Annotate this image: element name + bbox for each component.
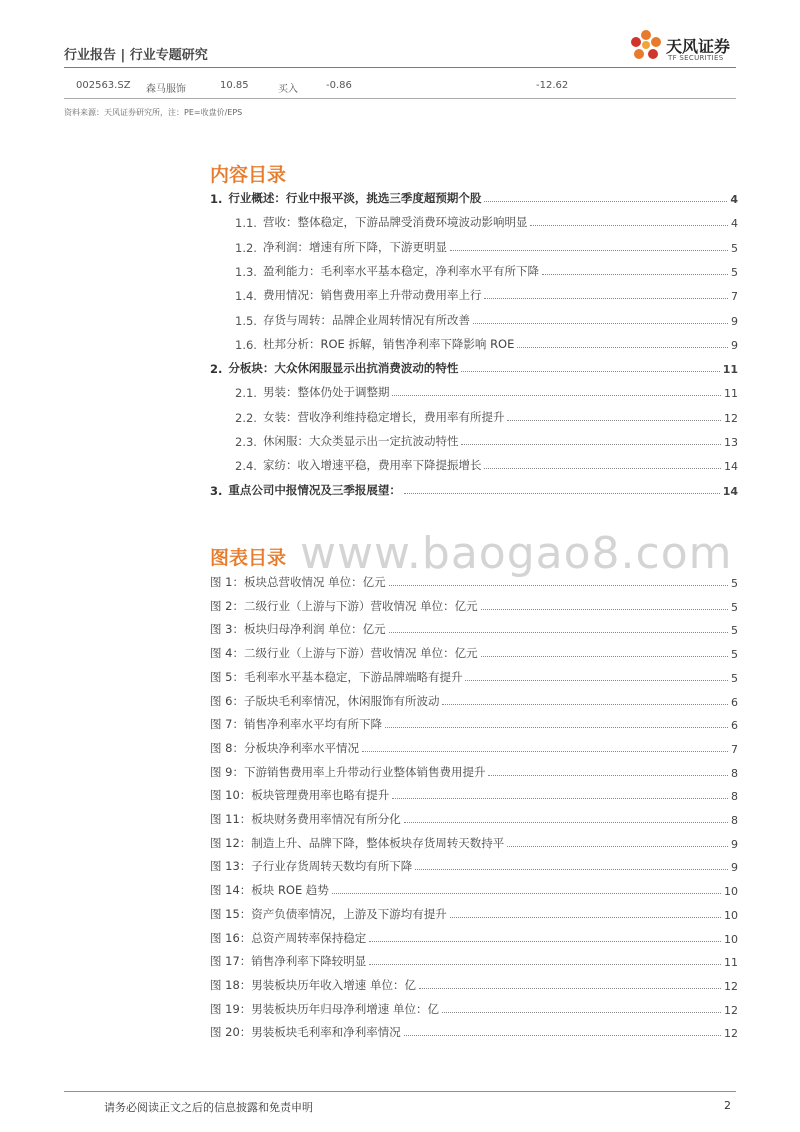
toc-entry-page: 7	[731, 290, 738, 304]
figure-entry[interactable]	[210, 714, 738, 732]
tf-logo-icon	[628, 28, 664, 68]
figure-entry-page: 8	[731, 790, 738, 804]
page-number: 2	[724, 1099, 731, 1112]
toc-entry-page: 11	[724, 387, 738, 401]
figure-entry-label: 图 7：销售净利率水平均有所下降	[210, 717, 382, 732]
toc-entry-page: 11	[722, 363, 738, 377]
toc-entry-page: 12	[724, 411, 738, 425]
toc-entry-label: 家纺：收入增速平稳，费用率下降提振增长	[262, 458, 482, 473]
footer-disclaimer: 请务必阅读正文之后的信息披露和免责申明	[104, 1101, 313, 1114]
figure-entry-page: 10	[724, 932, 738, 946]
toc-entry[interactable]	[210, 407, 738, 425]
toc-leader-dots	[465, 680, 728, 681]
figure-entry[interactable]	[210, 691, 738, 709]
figure-entry[interactable]	[210, 667, 738, 685]
stock-change: -0.86	[326, 80, 352, 91]
toc-entry-number: 2.1.	[235, 386, 257, 401]
toc-entry-page: 4	[731, 217, 738, 231]
figure-entry-label: 图 3：板块归母净利润 单位：亿元	[210, 622, 386, 637]
logo-text-en: TF SECURITIES	[668, 54, 724, 62]
toc-entry-label: 盈利能力：毛利率水平基本稳定，净利率水平有所下降	[262, 263, 539, 278]
figure-entry-page: 5	[731, 648, 738, 662]
figure-entry-label: 图 10：板块管理费用率也略有提升	[210, 788, 390, 803]
toc-entry-page: 9	[731, 314, 738, 328]
toc-entry[interactable]	[210, 480, 738, 498]
toc-leader-dots	[517, 347, 728, 348]
toc-entry[interactable]	[210, 285, 738, 303]
stock-rating: 买入	[278, 84, 298, 95]
toc-leader-dots	[507, 420, 721, 421]
figure-entry-label: 图 14：板块 ROE 趋势	[210, 883, 329, 898]
toc-leader-dots	[442, 704, 728, 705]
toc-leader-dots	[488, 775, 728, 776]
toc-entry[interactable]	[210, 358, 738, 376]
table-divider	[64, 98, 736, 99]
stock-pe: -12.62	[536, 80, 569, 91]
toc-entry[interactable]	[210, 334, 738, 352]
toc-entry-label: 费用情况：销售费用率上升带动费用率上行	[262, 288, 482, 303]
toc-leader-dots	[385, 727, 728, 728]
figure-entry-label: 图 12：制造上升、品牌下降，整体板块存货周转天数持平	[210, 835, 505, 850]
toc-leader-dots	[484, 468, 721, 469]
toc-entry-number: 2.3.	[235, 435, 257, 449]
toc-entry[interactable]	[210, 431, 738, 449]
figure-entry[interactable]	[210, 999, 738, 1017]
figure-entry[interactable]	[210, 643, 738, 661]
toc-leader-dots	[461, 371, 719, 372]
toc-entry-label: 行业概述：行业中报平淡，挑选三季度超预期个股	[228, 191, 482, 205]
figure-entry-page: 5	[731, 671, 738, 685]
toc-entry[interactable]	[210, 212, 738, 230]
toc-entry-page: 5	[731, 265, 738, 279]
toc-leader-dots	[542, 274, 728, 275]
figure-entry-page: 5	[731, 577, 738, 590]
figure-entry[interactable]	[210, 572, 738, 590]
toc-entry-number: 1.5.	[235, 313, 257, 328]
figure-entry-page: 12	[724, 979, 738, 993]
toc-entry-label: 存货与周转：品牌企业周转情况有所改善	[262, 312, 470, 327]
figure-entry[interactable]	[210, 785, 738, 803]
toc-entry-number: 1.6.	[235, 337, 257, 352]
toc-leader-dots	[481, 656, 728, 657]
figure-entry[interactable]	[210, 904, 738, 922]
figure-entry-page: 7	[731, 742, 738, 756]
toc-leader-dots	[530, 225, 728, 226]
toc-entry-page: 14	[724, 460, 738, 474]
figure-entry-label: 图 5：毛利率水平基本稳定，下游品牌端略有提升	[210, 669, 463, 684]
figure-entry-page: 6	[731, 719, 738, 733]
company-logo	[628, 28, 748, 68]
stock-name: 森马服饰	[146, 84, 186, 95]
toc-leader-dots	[369, 964, 721, 965]
figure-entry-label: 图 9：下游销售费用率上升带动行业整体销售费用提升	[210, 764, 486, 779]
toc-entry[interactable]	[210, 237, 738, 255]
figure-entry-page: 8	[731, 766, 738, 780]
figure-entry-page: 12	[724, 1027, 738, 1041]
figure-entry-label: 图 17：销售净利率下降较明显	[210, 954, 367, 969]
toc-entry-number: 1.2.	[235, 240, 257, 255]
figure-entry[interactable]	[210, 928, 738, 946]
toc-leader-dots	[507, 846, 728, 847]
logo-text-cn: 天风证券	[666, 37, 731, 56]
toc-leader-dots	[404, 493, 720, 494]
figure-entry-label: 图 16：总资产周转率保持稳定	[210, 930, 367, 945]
figure-entry-label: 图 11：板块财务费用率情况有所分化	[210, 812, 401, 826]
figure-entry-label: 图 15：资产负债率情况，上游及下游均有提升	[210, 906, 447, 921]
figure-entry[interactable]	[210, 762, 738, 780]
toc-leader-dots	[484, 298, 728, 299]
toc-leader-dots	[450, 250, 728, 251]
figure-entry-label: 图 6：子版块毛利率情况，休闲服饰有所波动	[210, 693, 440, 708]
toc-entry-number: 1.4.	[235, 289, 257, 304]
toc-entry-number: 2.4.	[235, 459, 257, 474]
figure-entry[interactable]	[210, 619, 738, 637]
toc-leader-dots	[473, 323, 728, 324]
toc-entry-page: 14	[722, 484, 738, 498]
toc-entry-number: 1.3.	[235, 264, 257, 279]
toc-leader-dots	[389, 585, 728, 586]
figure-entry-page: 9	[731, 861, 738, 875]
figure-entry-page: 9	[731, 837, 738, 851]
toc-entry-label: 重点公司中报情况及三季报展望：	[228, 482, 401, 497]
toc-entry-label: 净利润：增速有所下降，下游更明显	[262, 239, 447, 254]
toc-entry-number: 1.	[210, 192, 223, 206]
footer-divider	[64, 1091, 736, 1092]
toc-leader-dots	[481, 609, 728, 610]
toc-entry-page: 4	[730, 193, 738, 206]
figure-entry-label: 图 18：男装板块历年收入增速 单位：亿	[210, 977, 416, 992]
toc-entry-label: 女装：营收净利维持稳定增长，费用率有所提升	[262, 409, 505, 424]
toc-leader-dots	[404, 822, 728, 823]
figure-entry-page: 8	[731, 814, 738, 827]
figure-entry[interactable]	[210, 880, 738, 898]
toc-leader-dots	[450, 917, 721, 918]
toc-entry-label: 分板块：大众休闲服显示出抗消费波动的特性	[228, 361, 459, 376]
report-header-title: 行业报告 | 行业专题研究	[64, 48, 208, 63]
toc-entry-page: 13	[724, 436, 738, 449]
toc-entry[interactable]	[210, 455, 738, 473]
toc-entry-number: 1.1.	[235, 216, 257, 231]
toc-entry-label: 男装：整体仍处于调整期	[262, 385, 390, 400]
toc-entry-page: 9	[731, 338, 738, 352]
stock-code: 002563.SZ	[76, 80, 131, 91]
figure-entry[interactable]	[210, 596, 738, 614]
figure-entry-label: 图 20：男装板块毛利率和净利率情况	[210, 1025, 401, 1040]
figure-entry[interactable]	[210, 833, 738, 851]
figure-entry-label: 图 8：分板块净利率水平情况	[210, 740, 359, 755]
toc-leader-dots	[419, 988, 721, 989]
toc-leader-dots	[484, 201, 727, 202]
toc-entry-label: 休闲服：大众类显示出一定抗波动特性	[262, 434, 459, 448]
toc-leader-dots	[389, 632, 728, 633]
toc-entry[interactable]	[210, 188, 738, 206]
figure-entry-page: 6	[731, 695, 738, 709]
toc-entry[interactable]	[210, 382, 738, 400]
toc-entry-number: 2.2.	[235, 410, 257, 425]
figure-entry[interactable]	[210, 1022, 738, 1040]
figure-entry-label: 图 19：男装板块历年归母净利增速 单位：亿	[210, 1001, 439, 1016]
figure-entry[interactable]	[210, 975, 738, 993]
toc-leader-dots	[369, 941, 721, 942]
toc-leader-dots	[415, 869, 728, 870]
toc-leader-dots	[392, 798, 728, 799]
toc-entry-page: 5	[731, 241, 738, 255]
figure-entry-page: 12	[724, 1003, 738, 1017]
toc-entry[interactable]	[210, 261, 738, 279]
figure-entry[interactable]	[210, 738, 738, 756]
toc-entry-number: 2.	[210, 362, 223, 377]
toc-leader-dots	[362, 751, 728, 752]
figure-entry-page: 5	[731, 624, 738, 638]
figure-entry[interactable]	[210, 951, 738, 969]
figure-entry-page: 11	[724, 956, 738, 970]
header-divider	[64, 67, 736, 68]
figure-entry-page: 10	[724, 908, 738, 922]
stock-price: 10.85	[220, 80, 249, 91]
figure-entry-page: 10	[724, 885, 738, 899]
toc-leader-dots	[461, 444, 721, 445]
figure-entry-page: 5	[731, 600, 738, 614]
figure-entry[interactable]	[210, 809, 738, 827]
toc-entry-label: 营收：整体稳定，下游品牌受消费环境波动影响明显	[262, 215, 528, 230]
watermark: www.baogao8.com	[300, 528, 733, 579]
toc-leader-dots	[404, 1035, 721, 1036]
toc-entry-number: 3.	[210, 483, 223, 498]
toc-leader-dots	[392, 395, 721, 396]
figure-entry[interactable]	[210, 856, 738, 874]
toc-leader-dots	[332, 893, 721, 894]
figure-entry-label: 图 1：板块总营收情况 单位：亿元	[210, 575, 386, 589]
toc-entry-label: 杜邦分析：ROE 拆解，销售净利率下降影响 ROE	[262, 336, 515, 351]
figure-entry-label: 图 2：二级行业（上游与下游）营收情况 单位：亿元	[210, 598, 478, 613]
toc-entry[interactable]	[210, 310, 738, 328]
figure-entry-label: 图 4：二级行业（上游与下游）营收情况 单位：亿元	[210, 646, 478, 661]
toc-leader-dots	[442, 1012, 721, 1013]
contents-heading: 内容目录	[210, 164, 287, 186]
figure-entry-label: 图 13：子行业存货周转天数均有所下降	[210, 859, 413, 874]
figures-heading: 图表目录	[210, 547, 287, 569]
source-note: 资料来源：天风证券研究所，注：PE=收盘价/EPS	[64, 108, 243, 117]
